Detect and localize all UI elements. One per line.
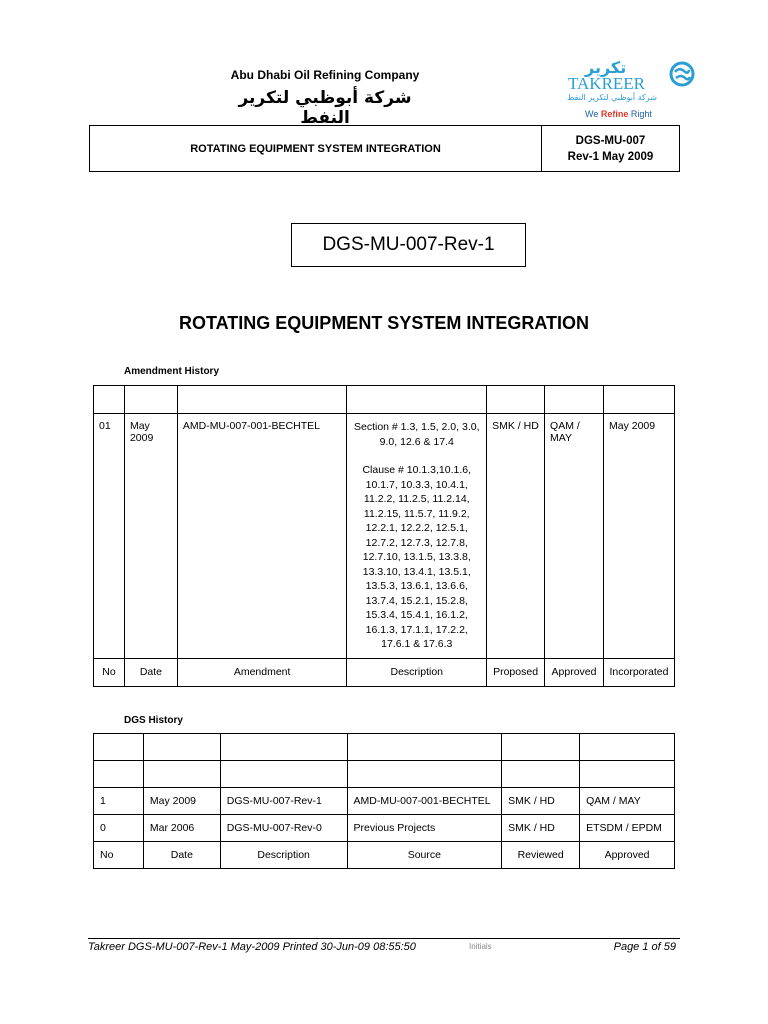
takreer-logo-graphic (555, 56, 705, 124)
column-header: Approved (580, 842, 675, 869)
cell-date: May 2009 (143, 788, 220, 815)
cell-no: 0 (94, 815, 144, 842)
column-header: No (94, 842, 144, 869)
wave-emblem-icon (671, 63, 693, 85)
header-doc-title: ROTATING EQUIPMENT SYSTEM INTEGRATION (90, 126, 542, 171)
cell-approved: QAM / MAY (545, 414, 604, 659)
column-header: Description (220, 842, 347, 869)
column-header: Incorporated (603, 658, 674, 686)
table-row (94, 734, 675, 761)
column-header: Source (347, 842, 502, 869)
logo-arabic-name: شركة أبوظبي لتكرير النفط (567, 93, 657, 102)
cell-approved: ETSDM / EPDM (580, 815, 675, 842)
column-header: Date (124, 658, 177, 686)
column-header: Reviewed (502, 842, 580, 869)
footer-initials: Initials (469, 942, 492, 951)
table-row (94, 386, 675, 414)
description-clause: Clause # 10.1.3,10.1.6, 10.1.7, 10.3.3, 10.4.1, 11.2.2, 11.2.5, 11.2.14, 11.2.15, 11.5.7, 11.9.2, 12.2.1, 12.2.2, 12.5.1, 12.7.2, 12.7.3, 12.7.8, 12.7.10, 13.1.5, 13.3.8, 13.3.10, 13.4.1, 13.5.1, 13.5.3, 13.6.1, 13.6.6, 13.7.4, 15.2.1, 15.2.8, 15.3.4, 15.4.1, 16.1.2, 16.1.3, 17.1.1, 17.2.2, 17.6.1 & 17.6.3 (362, 464, 472, 650)
description-section: Section # 1.3, 1.5, 2.0, 3.0, 9.0, 12.6 & 17.4 (353, 421, 480, 448)
logo-brand: TAKREER (568, 74, 646, 93)
column-header: Approved (545, 658, 604, 686)
amendment-table (93, 385, 675, 687)
header-box (89, 125, 680, 172)
cell-reviewed: SMK / HD (502, 815, 580, 842)
cell-no: 1 (94, 788, 144, 815)
column-header: Proposed (487, 658, 545, 686)
cell-proposed: SMK / HD (487, 414, 545, 659)
company-name-arabic: شركة أبوظبي لتكرير النفط (238, 88, 412, 128)
cell-amendment: AMD-MU-007-001-BECHTEL (177, 414, 347, 659)
table-row (94, 414, 675, 659)
page-footer (88, 938, 680, 953)
cell-approved: QAM / MAY (580, 788, 675, 815)
takreer-logo (555, 56, 705, 124)
column-header: Amendment (177, 658, 347, 686)
table-row (94, 788, 675, 815)
document-code: DGS-MU-007-Rev-1 (291, 223, 526, 267)
dgs-history-label: DGS History (124, 715, 183, 726)
footer-page-number: Page 1 of 59 (613, 941, 676, 953)
page-title: ROTATING EQUIPMENT SYSTEM INTEGRATION (178, 313, 589, 333)
cell-source: AMD-MU-007-001-BECHTEL (347, 788, 502, 815)
cell-date: Mar 2006 (143, 815, 220, 842)
logo-tagline: We Refine Right (585, 109, 652, 119)
footer-print-info: Takreer DGS-MU-007-Rev-1 May-2009 Printed 30-Jun-09 08:55:50 (88, 941, 416, 953)
company-name: Abu Dhabi Oil Refining Company (230, 68, 420, 82)
cell-description: DGS-MU-007-Rev-0 (220, 815, 347, 842)
header-doc-ref (542, 126, 679, 171)
table-row (94, 761, 675, 788)
cell-description: DGS-MU-007-Rev-1 (220, 788, 347, 815)
column-header: No (94, 658, 125, 686)
cell-no: 01 (94, 414, 125, 659)
column-header: Description (347, 658, 487, 686)
column-header: Date (143, 842, 220, 869)
cell-date: May 2009 (124, 414, 177, 659)
cell-incorporated: May 2009 (603, 414, 674, 659)
cell-reviewed: SMK / HD (502, 788, 580, 815)
table-header-row (94, 658, 675, 686)
table-header-row (94, 842, 675, 869)
cell-description (347, 414, 487, 659)
dgs-history-table (93, 733, 675, 869)
amendment-history-label: Amendment History (124, 366, 220, 377)
table-row (94, 815, 675, 842)
cell-source: Previous Projects (347, 815, 502, 842)
header-doc-revision: Rev-1 May 2009 (567, 150, 654, 163)
header-doc-number: DGS-MU-007 (575, 134, 646, 147)
logo-arabic-brand: تكرير (585, 58, 627, 77)
